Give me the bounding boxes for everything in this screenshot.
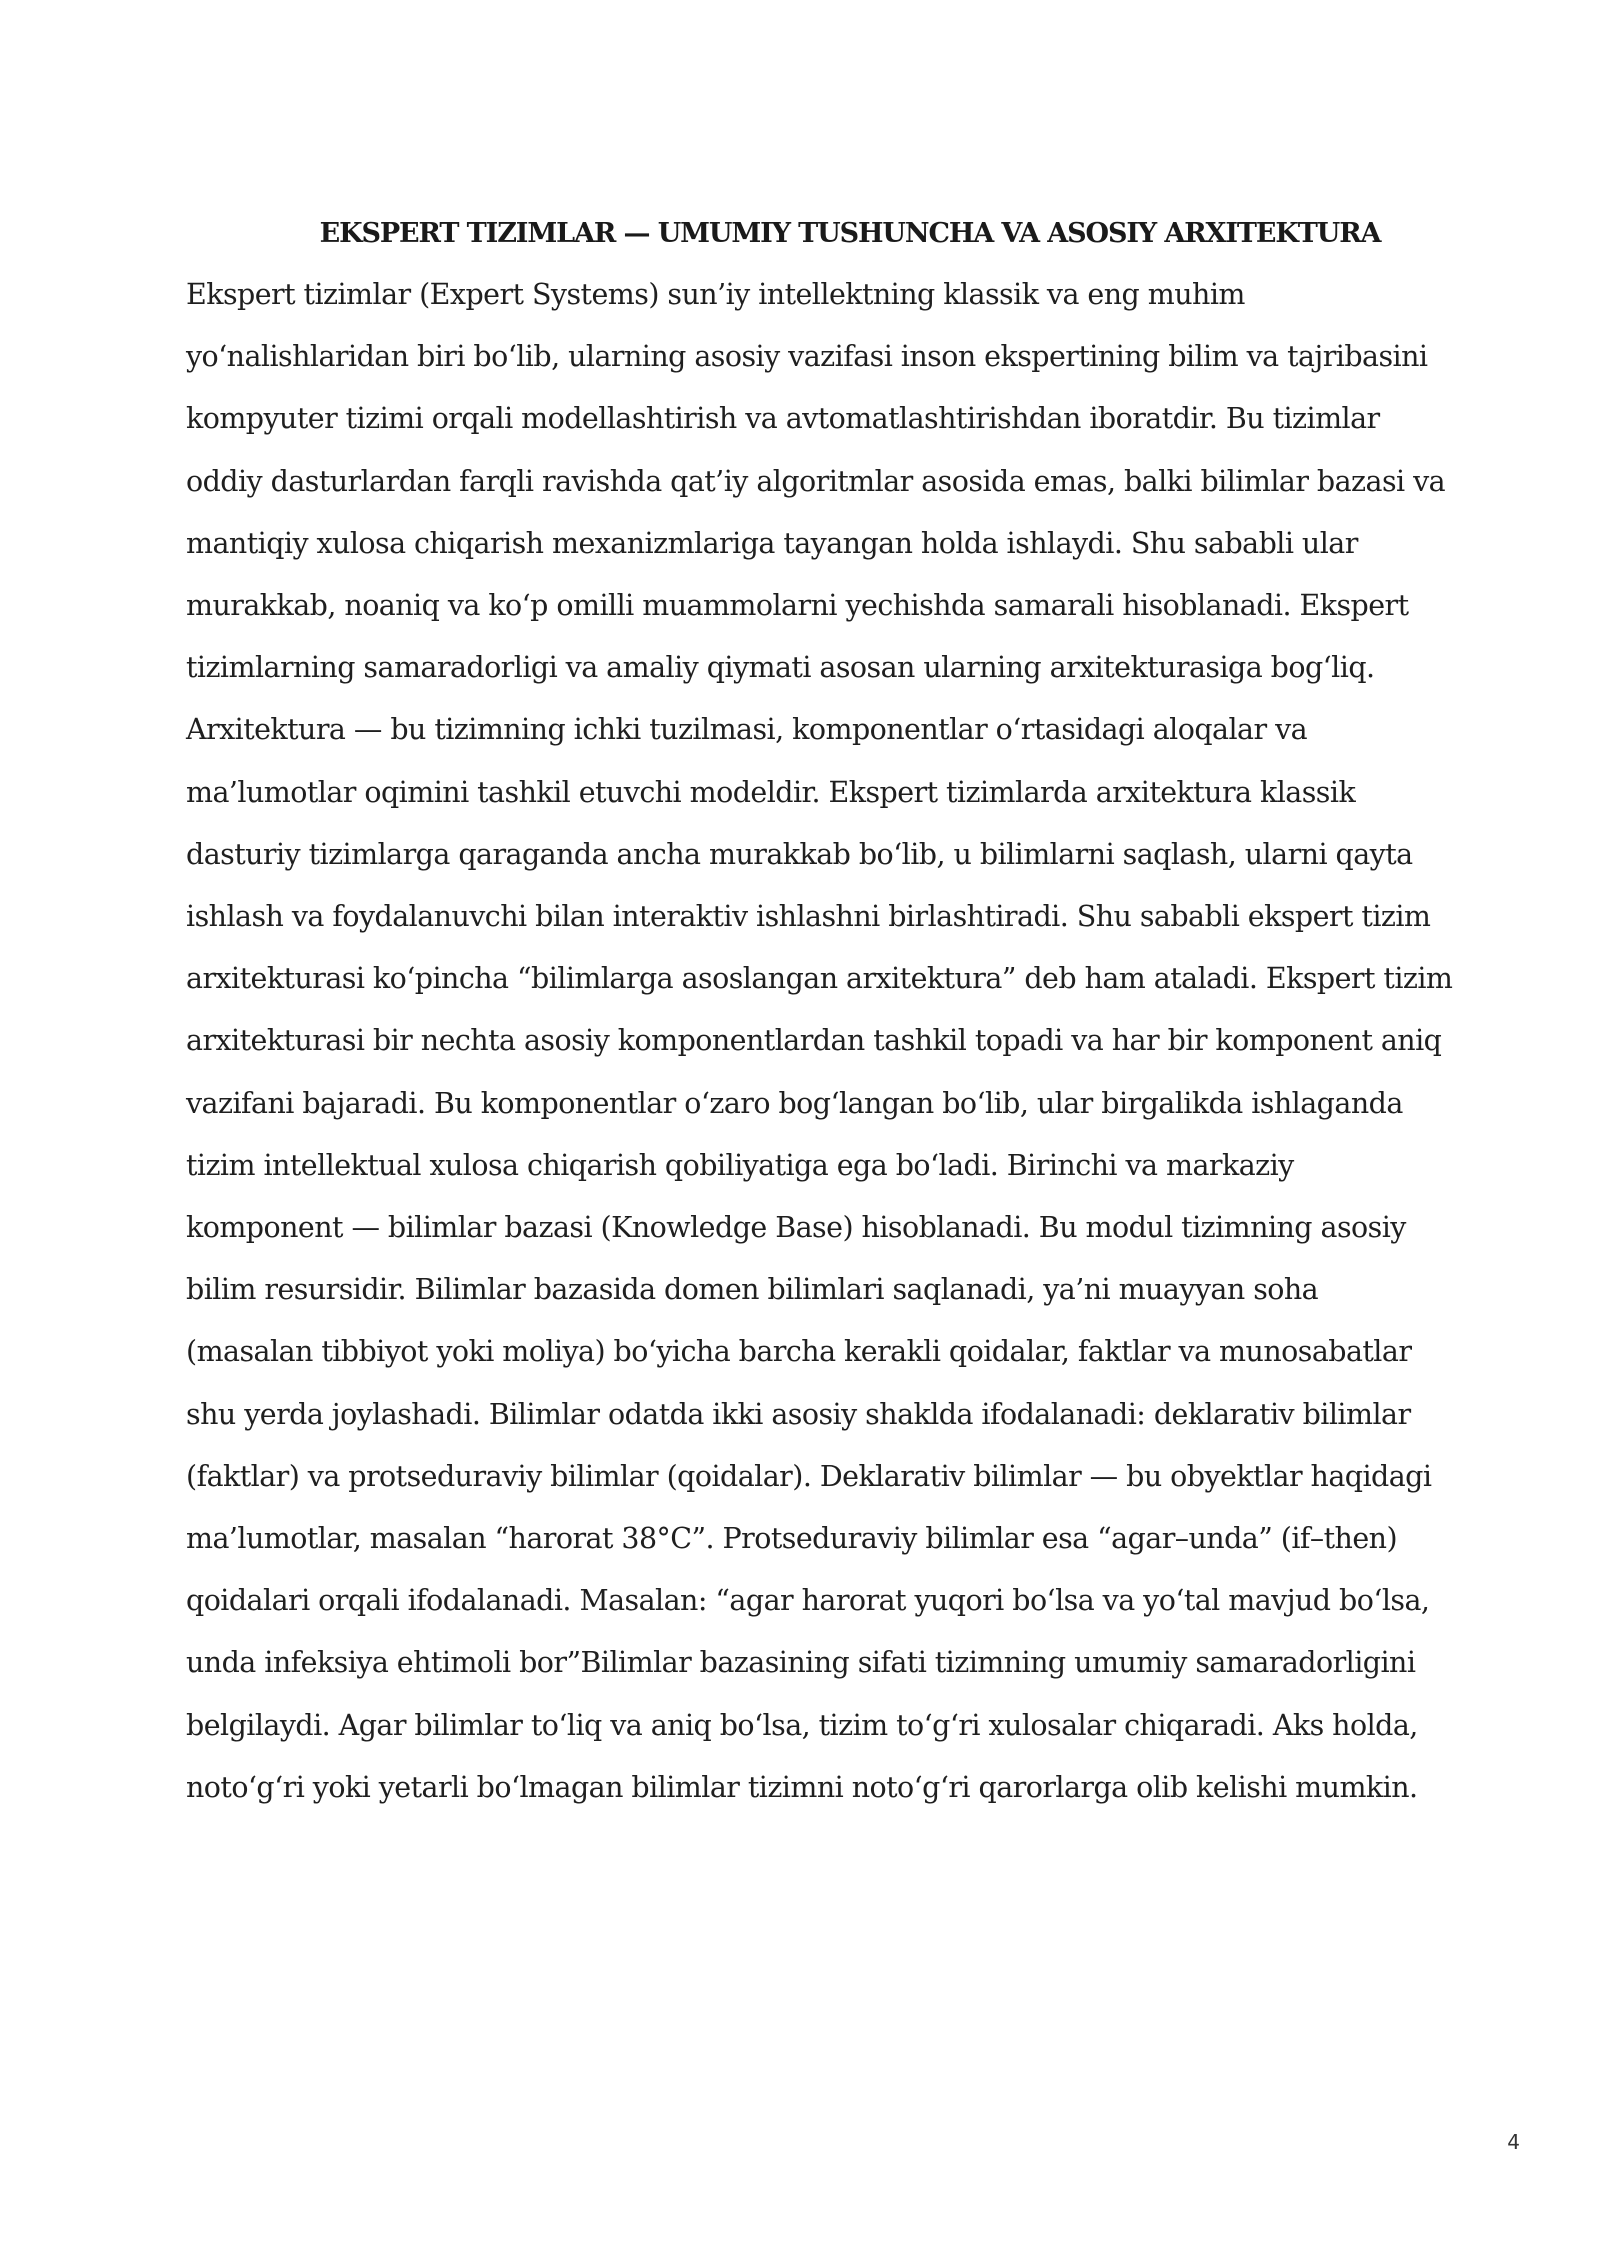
- paragraph-line: shu yerda joylashadi. Bilimlar odatda ikki asosiy shaklda ifodalanadi: deklarativ bilimlar: [186, 1397, 1411, 1431]
- paragraph-line: unda infeksiya ehtimoli bor”Bilimlar bazasining sifati tizimning umumiy samaradorligini: [186, 1646, 1416, 1680]
- paragraph-line: tizimlarning samaradorligi va amaliy qiymati asosan ularning arxitekturasiga bogʻliq.: [186, 651, 1375, 685]
- paragraph-line: ishlash va foydalanuvchi bilan interaktiv ishlashni birlashtiradi. Shu sababli ekspert tizim: [186, 900, 1431, 934]
- paragraph-line: oddiy dasturlardan farqli ravishda qat’iy algoritmlar asosida emas, balki bilimlar bazasi va: [186, 464, 1446, 498]
- body-paragraph: [186, 264, 1514, 1819]
- document-title: EKSPERT TIZIMLAR — UMUMIY TUSHUNCHA VA ASOSIY ARXITEKTURA: [319, 218, 1381, 249]
- paragraph-line: komponent — bilimlar bazasi (Knowledge Base) hisoblanadi. Bu modul tizimning asosiy: [186, 1211, 1406, 1245]
- paragraph-line: bilim resursidir. Bilimlar bazasida domen bilimlari saqlanadi, ya’ni muayyan soha: [186, 1273, 1319, 1307]
- page-number: 4: [1507, 2130, 1520, 2154]
- paragraph-line: Ekspert tizimlar (Expert Systems) sun’iy intellektning klassik va eng muhim: [186, 278, 1245, 311]
- paragraph-line: vazifani bajaradi. Bu komponentlar oʻzaro bogʻlangan boʻlib, ular birgalikda ishlaganda: [186, 1086, 1403, 1120]
- paragraph-line: murakkab, noaniq va koʻp omilli muammolarni yechishda samarali hisoblanadi. Ekspert: [186, 589, 1409, 623]
- document-content: [186, 204, 1514, 1819]
- paragraph-line: (faktlar) va protseduraviy bilimlar (qoidalar). Deklarativ bilimlar — bu obyektlar haqidagi: [186, 1459, 1432, 1493]
- paragraph-line: tizim intellektual xulosa chiqarish qobiliyatiga ega boʻladi. Birinchi va markaziy: [186, 1148, 1294, 1182]
- paragraph-line: notoʻgʻri yoki yetarli boʻlmagan bilimlar tizimni notoʻgʻri qarorlarga olib kelishi mumkin.: [186, 1770, 1418, 1804]
- paragraph-line: ma’lumotlar oqimini tashkil etuvchi modeldir. Ekspert tizimlarda arxitektura klassik: [186, 775, 1356, 809]
- paragraph-line: dasturiy tizimlarga qaraganda ancha murakkab boʻlib, u bilimlarni saqlash, ularni qayta: [186, 837, 1413, 871]
- paragraph-line: (masalan tibbiyot yoki moliya) boʻyicha barcha kerakli qoidalar, faktlar va munosabatlar: [186, 1335, 1412, 1369]
- paragraph-line: Arxitektura — bu tizimning ichki tuzilmasi, komponentlar oʻrtasidagi aloqalar va: [186, 713, 1308, 747]
- paragraph-line: ma’lumotlar, masalan “harorat 38°C”. Protseduraviy bilimlar esa “agar–unda” (if–then): [186, 1522, 1398, 1556]
- paragraph-line: arxitekturasi bir nechta asosiy komponentlardan tashkil topadi va har bir komponent aniq: [186, 1024, 1442, 1058]
- paragraph-line: yoʻnalishlaridan biri boʻlib, ularning asosiy vazifasi inson ekspertining bilim va tajribasini: [186, 340, 1428, 374]
- paragraph-line: belgilaydi. Agar bilimlar toʻliq va aniq boʻlsa, tizim toʻgʻri xulosalar chiqaradi. Aks holda,: [186, 1708, 1418, 1742]
- paragraph-line: arxitekturasi koʻpincha “bilimlarga asoslangan arxitektura” deb ham ataladi. Ekspert tizim: [186, 962, 1453, 996]
- paragraph-line: qoidalari orqali ifodalanadi. Masalan: “agar harorat yuqori boʻlsa va yoʻtal mavjud boʻlsa,: [186, 1584, 1430, 1618]
- paragraph-line: kompyuter tizimi orqali modellashtirish va avtomatlashtirishdan iboratdir. Bu tizimlar: [186, 402, 1380, 436]
- paragraph-line: mantiqiy xulosa chiqarish mexanizmlariga tayangan holda ishlaydi. Shu sababli ular: [186, 526, 1358, 560]
